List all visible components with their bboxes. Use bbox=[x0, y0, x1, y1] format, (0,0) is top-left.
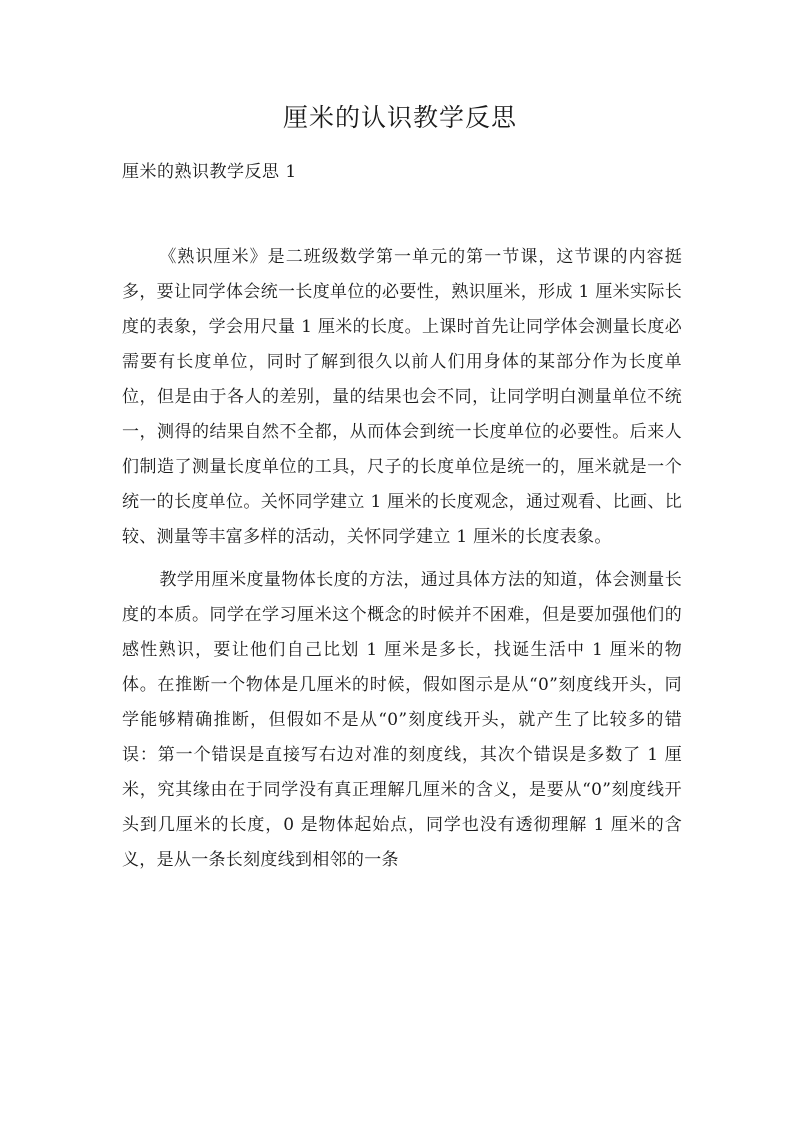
document-title: 厘米的认识教学反思 bbox=[282, 103, 517, 132]
paragraph-1: 《熟识厘米》是二班级数学第一单元的第一节课，这节课的内容挺多，要让同学体会统一长度单位的必要性，熟识厘米，形成 1 厘米实际长度的表象，学会用尺量 1 厘米的长度。上课时首先让同学体会测量长度必需要有长度单位，同时了解到很久以前人们用身体的某部分作为长度单位，但是由于各人的差别，量的结果也会不同，让同学明白测量单位不统一，测得的结果自然不全都，从而体会到统一长度单位的必要性。后来人们制造了测量长度单位的工具，尺子的长度单位是统一的，厘米就是一个统一的长度单位。关怀同学建立 1 厘米的长度观念，通过观看、比画、比较、测量等丰富多样的活动，关怀同学建立 1 厘米的长度表象。 bbox=[122, 247, 682, 547]
document-subtitle: 厘米的熟识教学反思 1 bbox=[122, 162, 297, 182]
document-body bbox=[122, 240, 682, 886]
paragraph-2: 教学用厘米度量物体长度的方法，通过具体方法的知道，体会测量长度的本质。同学在学习厘米这个概念的时候并不困难，但是要加强他们的感性熟识，要让他们自己比划 1 厘米是多长，找诞生活中 1 厘米的物体。在推断一个物体是几厘米的时候，假如图示是从“0”刻度线开头，同学能够精确推断，但假如不是从“0”刻度线开头，就产生了比较多的错误：第一个错误是直接写右边对准的刻度线，其次个错误是多数了 1 厘米，究其缘由在于同学没有真正理解几厘米的含义，是要从“0”刻度线开头到几厘米的长度，0 是物体起始点，同学也没有透彻理解 1 厘米的含义，是从一条长刻度线到相邻的一条 bbox=[122, 570, 682, 870]
